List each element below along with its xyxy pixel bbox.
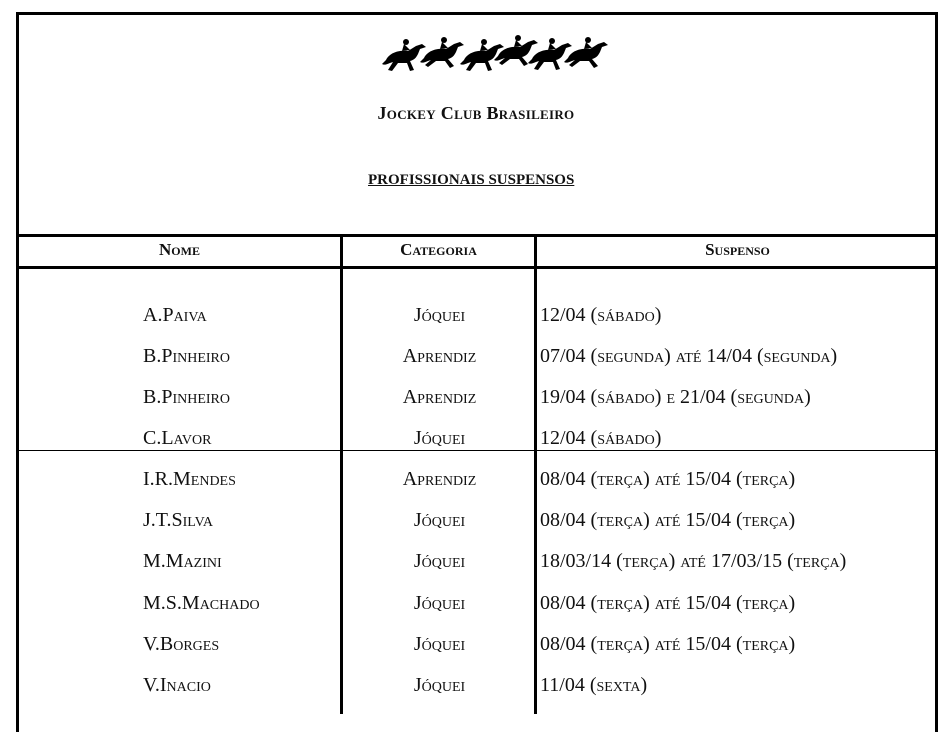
cell-categoria: Jóquei: [413, 509, 466, 531]
cell-categoria: Jóquei: [413, 633, 466, 655]
cell-nome: B.Pinheiro: [143, 386, 231, 408]
cell-suspenso: 08/04 (terça) até 15/04 (terça): [540, 468, 796, 490]
cell-suspenso: 12/04 (sábado): [540, 304, 662, 326]
cell-categoria: Jóquei: [413, 427, 466, 449]
table-top-border: [16, 234, 938, 237]
report-title: PROFISSIONAIS SUSPENSOS: [368, 172, 575, 188]
cell-categoria: Jóquei: [413, 550, 466, 572]
club-name: Jockey Club Brasileiro: [377, 103, 575, 123]
cell-nome: C.Lavor: [143, 427, 212, 449]
header-bottom-border: [16, 266, 938, 269]
cell-categoria: Jóquei: [413, 592, 466, 614]
cell-suspenso: 18/03/14 (terça) até 17/03/15 (terça): [540, 550, 847, 572]
cell-suspenso: 08/04 (terça) até 15/04 (terça): [540, 509, 796, 531]
cell-categoria: Jóquei: [413, 304, 466, 326]
column-header-categoria: Categoria: [400, 240, 477, 259]
cell-nome: I.R.Mendes: [143, 468, 236, 490]
cell-nome: V.Borges: [143, 633, 220, 655]
cell-suspenso: 07/04 (segunda) até 14/04 (segunda): [540, 345, 838, 367]
cell-suspenso: 19/04 (sábado) e 21/04 (segunda): [540, 386, 811, 408]
cell-categoria: Aprendiz: [402, 345, 477, 367]
cell-nome: M.S.Machado: [143, 592, 260, 614]
cell-nome: J.T.Silva: [143, 509, 213, 531]
cell-suspenso: 12/04 (sábado): [540, 427, 662, 449]
cell-nome: B.Pinheiro: [143, 345, 231, 367]
cell-suspenso: 08/04 (terça) até 15/04 (terça): [540, 592, 796, 614]
row-divider: [16, 450, 938, 451]
cell-suspenso: 08/04 (terça) até 15/04 (terça): [540, 633, 796, 655]
cell-nome: V.Inacio: [143, 674, 211, 696]
cell-categoria: Jóquei: [413, 674, 466, 696]
cell-nome: A.Paiva: [143, 304, 207, 326]
horse-racing-logo-icon: [380, 30, 612, 74]
cell-nome: M.Mazini: [143, 550, 222, 572]
column-header-nome: Nome: [159, 240, 200, 259]
cell-suspenso: 11/04 (sexta): [540, 674, 648, 696]
cell-categoria: Aprendiz: [402, 468, 477, 490]
cell-categoria: Aprendiz: [402, 386, 477, 408]
column-header-suspenso: Suspenso: [705, 240, 770, 259]
